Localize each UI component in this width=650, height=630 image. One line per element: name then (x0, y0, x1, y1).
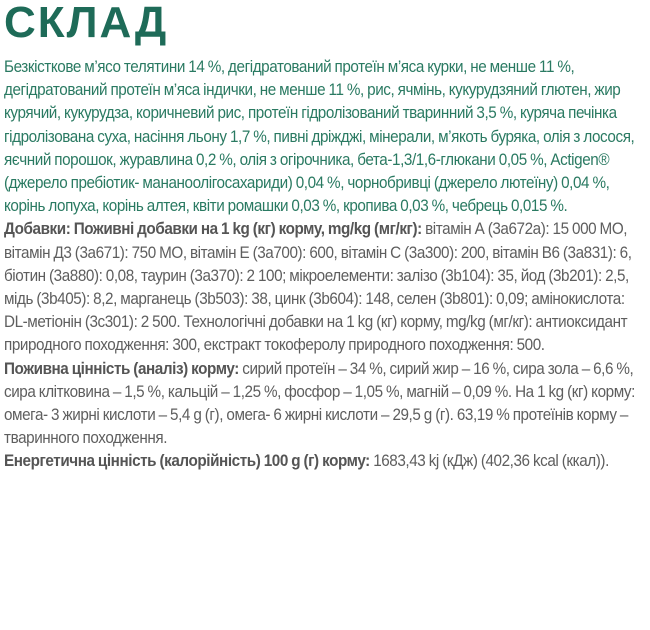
nutrition-text: сирий протеїн – 34 %, сирий жир – 16 %, сира зола – 6,6 %, сира клітковина – 1,5 %, кальцій – 1,25 %, фосфор – 1,05 %, магній – 0,09 %. На 1 kg (кг) корму: омега- 3 жирні кислоти – 5,4 g (г), омега- 6 жирні кислоти – 29,5 g (г). 63,19 % протеїнів корму – тваринного походження. (4, 359, 635, 448)
composition-text: Безкісткове м’ясо телятини 14 %, дегідратований протеїн м’яса курки, не менше 11 %, дегідратований протеїн м’яса індички, не менше 11 %, рис, ячмінь, кукурудзяний глютен, жир курячий, кукурудза, коричневий рис, протеїн гідролізований тваринний 3,5 %, куряча печінка гідролізована суха, насіння льону 1,7 %, пивні дріжджі, мінерали, м’якоть буряка, олія з лосося, яєчний порошок, журавлина 0,2 %, олія з огірочника, бета-1,3/1,6-глюкани 0,05 %, Actigen® (джерело пребіотик- мананоолігосахариди) 0,04 %, чорнобривці (джерело лютеїну) 0,04 %, корінь лопуха, корінь алтея, квіти ромашки 0,03 %, кропива 0,03 %, чебрець 0,015 %. (4, 58, 635, 216)
energy-text: 1683,43 kj (кДж) (402,36 kcal (ккал)). (369, 452, 609, 471)
nutrition-label: Поживна цінність (аналіз) корму: (4, 359, 239, 378)
additives-text: вітамін А (3а672а): 15 000 МО, вітамін Д3 (3а671): 750 МО, вітамін Е (3а700): 600, вітамін С (3а300): 200, вітамін B6 (3а831): 6, біотин (3а880): 0,08, таурин (3а370): 2 100; мікроелементи: залізо (3b104): 35, йод (3b201): 2,5, мідь (3b405): 8,2, марганець (3b503): 38, цинк (3b604): 148, селен (3b801): 0,09; амінокислота: DL-метіонін (3c301): 2 500. Технологічні добавки на 1 kg (кг) корму, mg/kg (мг/кг): антиоксидант природного походження: 300, екстракт токоферолу природного походження: 500. (4, 220, 632, 355)
section-title: СКЛАД (4, 0, 169, 47)
energy-paragraph (4, 450, 646, 473)
product-composition-page (4, 0, 646, 474)
energy-label: Енергетична цінність (калорійність) 100 g (г) корму: (4, 452, 370, 471)
nutrition-paragraph (4, 358, 646, 451)
additives-paragraph (4, 218, 646, 357)
additives-label: Добавки: Поживні добавки на 1 kg (кг) корму, mg/kg (мг/кг): (4, 220, 422, 239)
